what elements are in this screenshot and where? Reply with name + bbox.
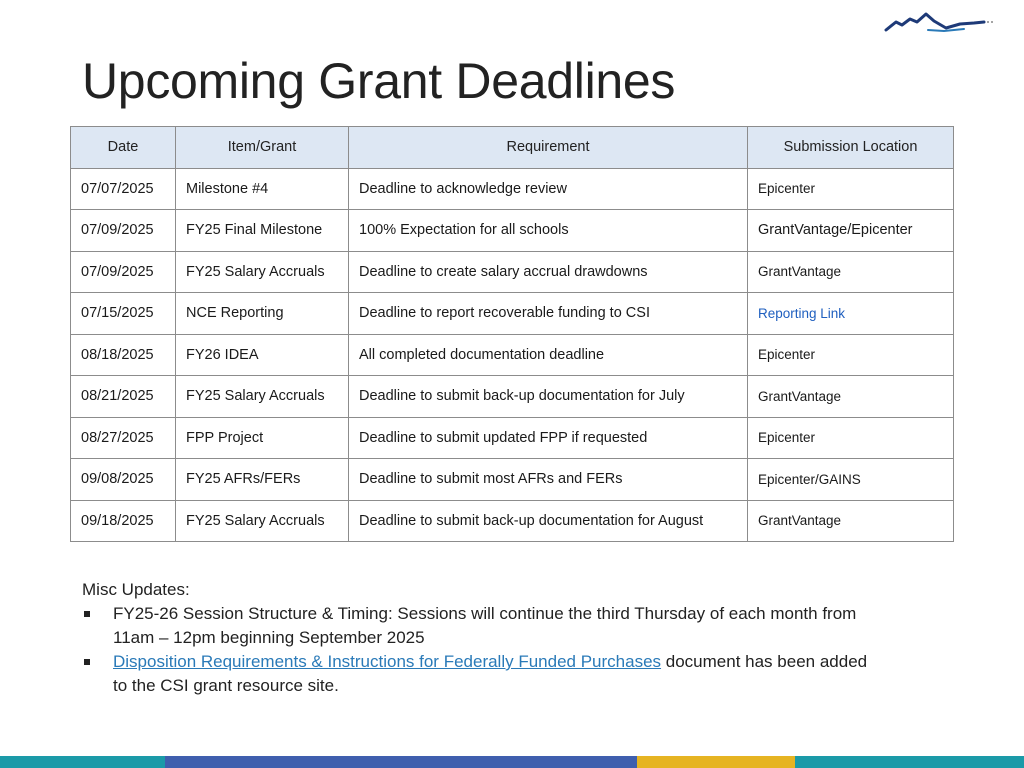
- table-row: [71, 417, 954, 459]
- cell-requirement: Deadline to submit back-up documentation for July: [349, 376, 748, 418]
- table-row: [71, 293, 954, 335]
- cell-location: Epicenter: [748, 334, 954, 376]
- footer-segment: [0, 756, 165, 768]
- session-update-text: FY25-26 Session Structure & Timing: Sessions will continue the third Thursday of each month from 11am – 12pm beginning September 2025: [113, 604, 857, 647]
- footer-segment: [165, 756, 475, 768]
- table-header-row: [71, 127, 954, 169]
- cell-requirement: All completed documentation deadline: [349, 334, 748, 376]
- cell-location: GrantVantage: [748, 376, 954, 418]
- misc-updates: [82, 578, 872, 698]
- square-bullet-icon: [84, 659, 90, 665]
- cell-location: GrantVantage: [748, 500, 954, 542]
- cell-date: 08/27/2025: [71, 417, 176, 459]
- misc-heading: Misc Updates:: [82, 580, 190, 599]
- cell-date: 07/09/2025: [71, 210, 176, 252]
- cell-date: 07/07/2025: [71, 168, 176, 210]
- disposition-document-link[interactable]: Disposition Requirements & Instructions for Federally Funded Purchases: [113, 652, 662, 671]
- cell-requirement: Deadline to create salary accrual drawdowns: [349, 251, 748, 293]
- cell-date: 08/21/2025: [71, 376, 176, 418]
- cell-item: FY25 AFRs/FERs: [176, 459, 349, 501]
- table-row: [71, 459, 954, 501]
- cell-location: GrantVantage: [748, 251, 954, 293]
- misc-list: [82, 602, 872, 698]
- cell-location: GrantVantage/Epicenter: [748, 210, 954, 252]
- cell-location: Epicenter: [748, 417, 954, 459]
- mountain-logo-icon: [884, 10, 996, 36]
- cell-item: FY26 IDEA: [176, 334, 349, 376]
- cell-date: 09/08/2025: [71, 459, 176, 501]
- square-bullet-icon: [84, 611, 90, 617]
- deadlines-table: [70, 126, 954, 542]
- cell-requirement: Deadline to report recoverable funding to CSI: [349, 293, 748, 335]
- cell-item: FY25 Final Milestone: [176, 210, 349, 252]
- table-row: [71, 334, 954, 376]
- cell-location: Epicenter: [748, 168, 954, 210]
- cell-date: 07/15/2025: [71, 293, 176, 335]
- page-title: Upcoming Grant Deadlines: [82, 53, 676, 109]
- cell-item: FY25 Salary Accruals: [176, 251, 349, 293]
- cell-date: 08/18/2025: [71, 334, 176, 376]
- column-header-requirement: Requirement: [349, 127, 748, 169]
- footer-segment: [475, 756, 637, 768]
- cell-item: FPP Project: [176, 417, 349, 459]
- footer-color-bar: [0, 756, 1024, 768]
- cell-location: Epicenter/GAINS: [748, 459, 954, 501]
- cell-date: 09/18/2025: [71, 500, 176, 542]
- column-header-location: Submission Location: [748, 127, 954, 169]
- cell-item: FY25 Salary Accruals: [176, 376, 349, 418]
- cell-requirement: Deadline to acknowledge review: [349, 168, 748, 210]
- table-row: [71, 210, 954, 252]
- cell-requirement: Deadline to submit most AFRs and FERs: [349, 459, 748, 501]
- cell-item: NCE Reporting: [176, 293, 349, 335]
- footer-segment: [795, 756, 1024, 768]
- cell-item: FY25 Salary Accruals: [176, 500, 349, 542]
- table-row: [71, 376, 954, 418]
- table-row: [71, 168, 954, 210]
- footer-segment: [637, 756, 795, 768]
- list-item: [82, 650, 872, 698]
- list-item: [82, 602, 872, 650]
- reporting-link[interactable]: Reporting Link: [748, 293, 954, 335]
- cell-requirement: Deadline to submit back-up documentation for August: [349, 500, 748, 542]
- disposition-update-text: document has been added to the CSI grant resource site.: [113, 652, 868, 695]
- cell-requirement: 100% Expectation for all schools: [349, 210, 748, 252]
- table-row: [71, 251, 954, 293]
- cell-requirement: Deadline to submit updated FPP if requested: [349, 417, 748, 459]
- cell-item: Milestone #4: [176, 168, 349, 210]
- cell-date: 07/09/2025: [71, 251, 176, 293]
- column-header-date: Date: [71, 127, 176, 169]
- column-header-item: Item/Grant: [176, 127, 349, 169]
- table-row: [71, 500, 954, 542]
